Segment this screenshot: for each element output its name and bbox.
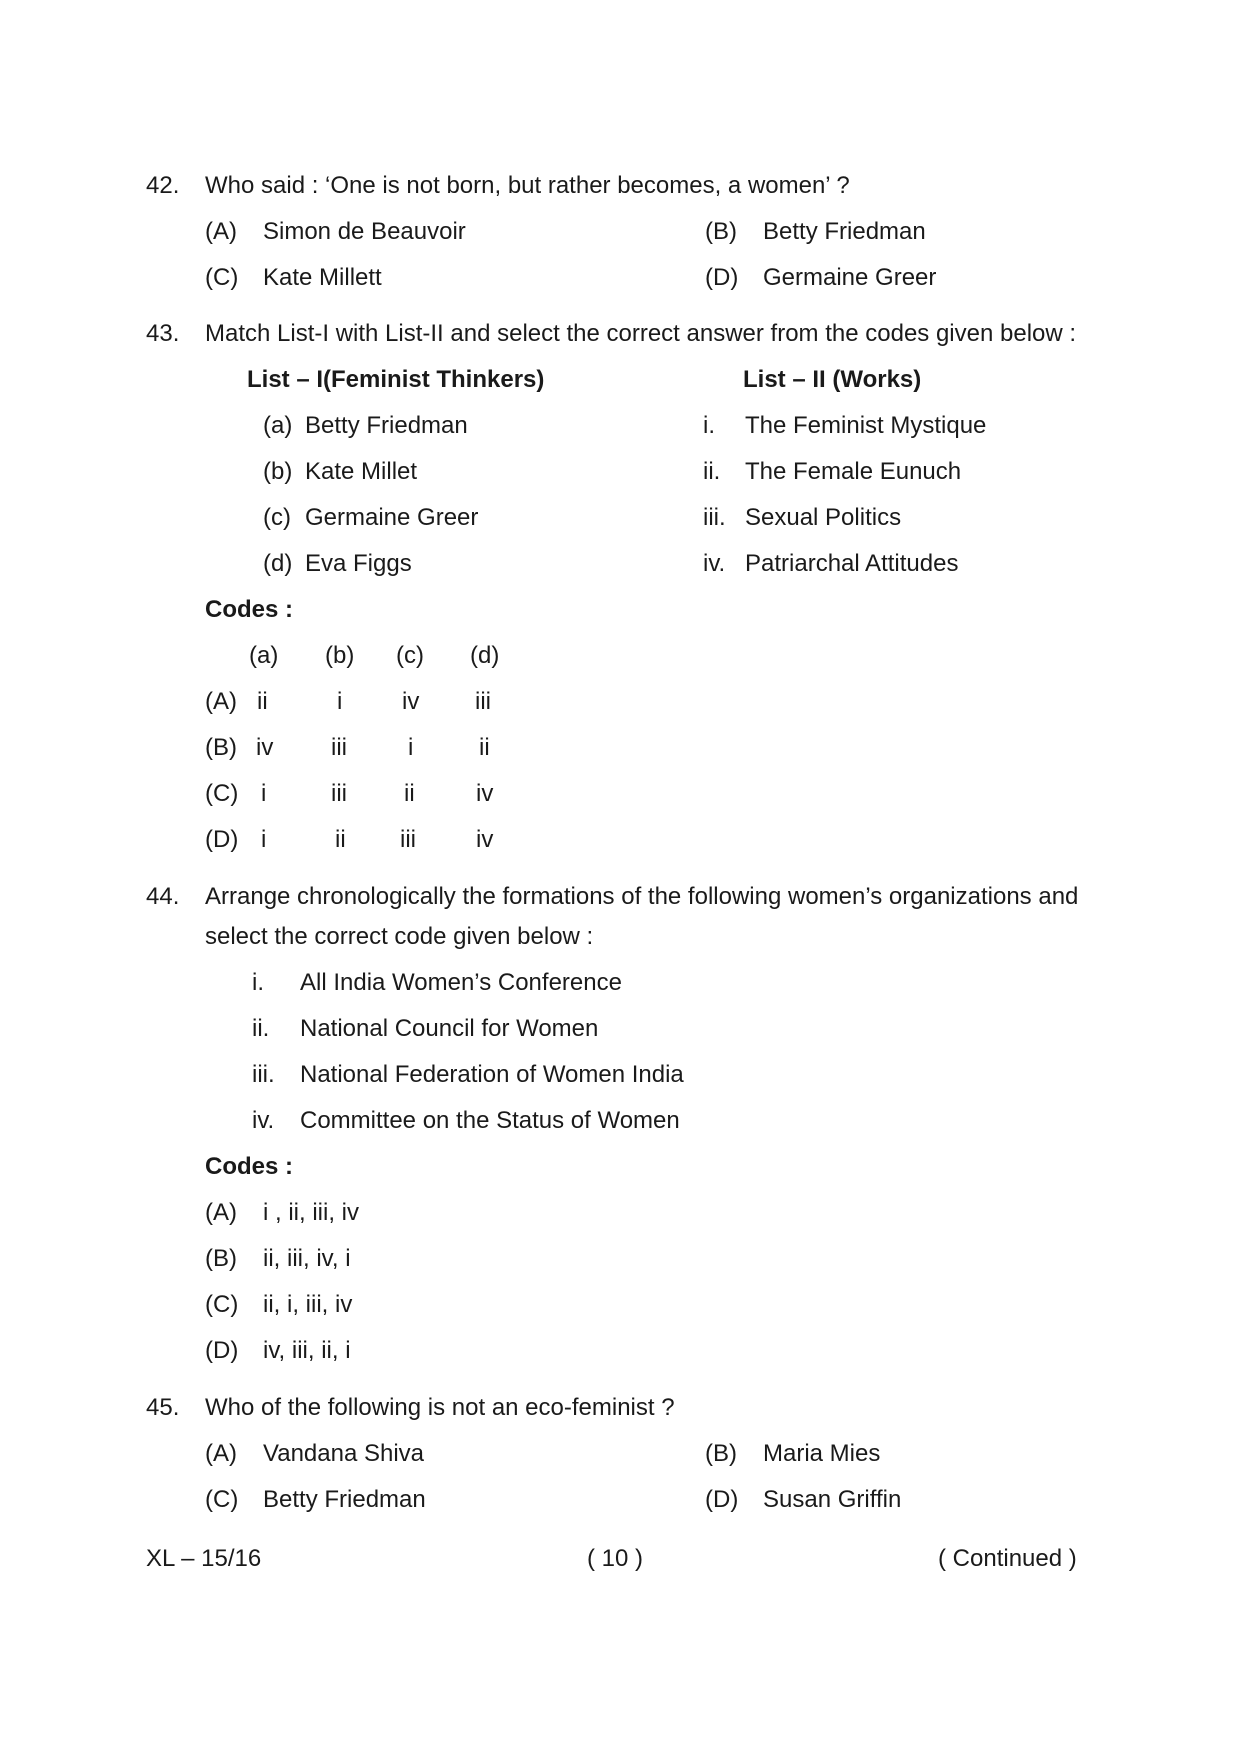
code-label: (A) — [205, 1199, 237, 1226]
list2-text: The Feminist Mystique — [745, 412, 987, 439]
code-header: (c) — [396, 642, 424, 669]
list2-label: i. — [703, 412, 715, 439]
code-cell: iii — [331, 734, 347, 761]
list2-text: Patriarchal Attitudes — [745, 550, 959, 577]
page-number: ( 10 ) — [587, 1545, 644, 1572]
option-label: (D) — [705, 1486, 739, 1513]
paper-code: XL – 15/16 — [146, 1545, 262, 1572]
code-row-label: (B) — [205, 734, 237, 761]
code-row-label: (D) — [205, 826, 239, 853]
option-label: (B) — [705, 218, 737, 245]
code-cell: iii — [400, 826, 416, 853]
list1-label: (a) — [263, 412, 293, 439]
code-text: i , ii, iii, iv — [263, 1199, 359, 1226]
list2-text: Sexual Politics — [745, 504, 902, 531]
option-text: Betty Friedman — [263, 1486, 426, 1513]
item-text: Committee on the Status of Women — [300, 1107, 680, 1134]
list1-label: (b) — [263, 458, 293, 485]
option-text: Maria Mies — [763, 1440, 881, 1467]
item-label: iii. — [252, 1061, 275, 1088]
code-cell: iv — [256, 734, 274, 761]
question-number: 45. — [146, 1394, 180, 1421]
list1-text: Kate Millet — [305, 458, 418, 485]
code-header: (a) — [249, 642, 279, 669]
list1-text: Eva Figgs — [305, 550, 412, 577]
question-text: Who of the following is not an eco-feminist ? — [205, 1394, 675, 1421]
list1-label: (d) — [263, 550, 293, 577]
code-cell: ii — [257, 688, 268, 715]
option-label: (C) — [205, 264, 239, 291]
codes-label: Codes : — [205, 1153, 294, 1180]
question-text: Who said : ‘One is not born, but rather becomes, a women’ ? — [205, 172, 850, 199]
code-row-label: (C) — [205, 780, 239, 807]
code-cell: ii — [479, 734, 490, 761]
code-cell: i — [337, 688, 343, 715]
list2-label: iii. — [703, 504, 726, 531]
code-cell: iv — [476, 826, 494, 853]
question-text: select the correct code given below : — [205, 923, 594, 950]
list1-header: List – I(Feminist Thinkers) — [247, 366, 545, 393]
code-header: (b) — [325, 642, 355, 669]
item-text: National Council for Women — [300, 1015, 599, 1042]
list1-label: (c) — [263, 504, 291, 531]
list1-text: Betty Friedman — [305, 412, 468, 439]
option-text: Germaine Greer — [763, 264, 937, 291]
question-number: 42. — [146, 172, 180, 199]
code-cell: iv — [402, 688, 420, 715]
code-cell: iii — [331, 780, 347, 807]
option-label: (A) — [205, 1440, 237, 1467]
list2-label: ii. — [703, 458, 721, 485]
code-header: (d) — [470, 642, 500, 669]
option-label: (D) — [705, 264, 739, 291]
question-text: Match List-I with List-II and select the correct answer from the codes given below : — [205, 320, 1077, 347]
code-cell: ii — [335, 826, 346, 853]
option-text: Kate Millett — [263, 264, 382, 291]
code-label: (C) — [205, 1291, 239, 1318]
code-cell: i — [261, 826, 267, 853]
option-label: (A) — [205, 218, 237, 245]
code-text: ii, i, iii, iv — [263, 1291, 353, 1318]
code-cell: ii — [404, 780, 415, 807]
option-text: Susan Griffin — [763, 1486, 902, 1513]
list2-text: The Female Eunuch — [745, 458, 962, 485]
question-number: 43. — [146, 320, 180, 347]
list2-header: List – II (Works) — [743, 366, 922, 393]
question-text: Arrange chronologically the formations of the following women’s organizations and — [205, 883, 1079, 910]
code-cell: i — [261, 780, 267, 807]
option-text: Vandana Shiva — [263, 1440, 425, 1467]
question-number: 44. — [146, 883, 180, 910]
item-text: All India Women’s Conference — [300, 969, 622, 996]
code-cell: iv — [476, 780, 494, 807]
item-label: ii. — [252, 1015, 270, 1042]
option-label: (C) — [205, 1486, 239, 1513]
code-row-label: (A) — [205, 688, 237, 715]
item-text: National Federation of Women India — [300, 1061, 684, 1088]
code-label: (B) — [205, 1245, 237, 1272]
codes-label: Codes : — [205, 596, 294, 623]
option-text: Simon de Beauvoir — [263, 218, 466, 245]
code-text: ii, iii, iv, i — [263, 1245, 351, 1272]
continued-label: ( Continued ) — [938, 1545, 1077, 1572]
code-cell: iii — [475, 688, 491, 715]
code-cell: i — [408, 734, 414, 761]
code-label: (D) — [205, 1337, 239, 1364]
list2-label: iv. — [703, 550, 726, 577]
option-label: (B) — [705, 1440, 737, 1467]
item-label: iv. — [252, 1107, 275, 1134]
option-text: Betty Friedman — [763, 218, 926, 245]
list1-text: Germaine Greer — [305, 504, 479, 531]
code-text: iv, iii, ii, i — [263, 1337, 351, 1364]
item-label: i. — [252, 969, 264, 996]
